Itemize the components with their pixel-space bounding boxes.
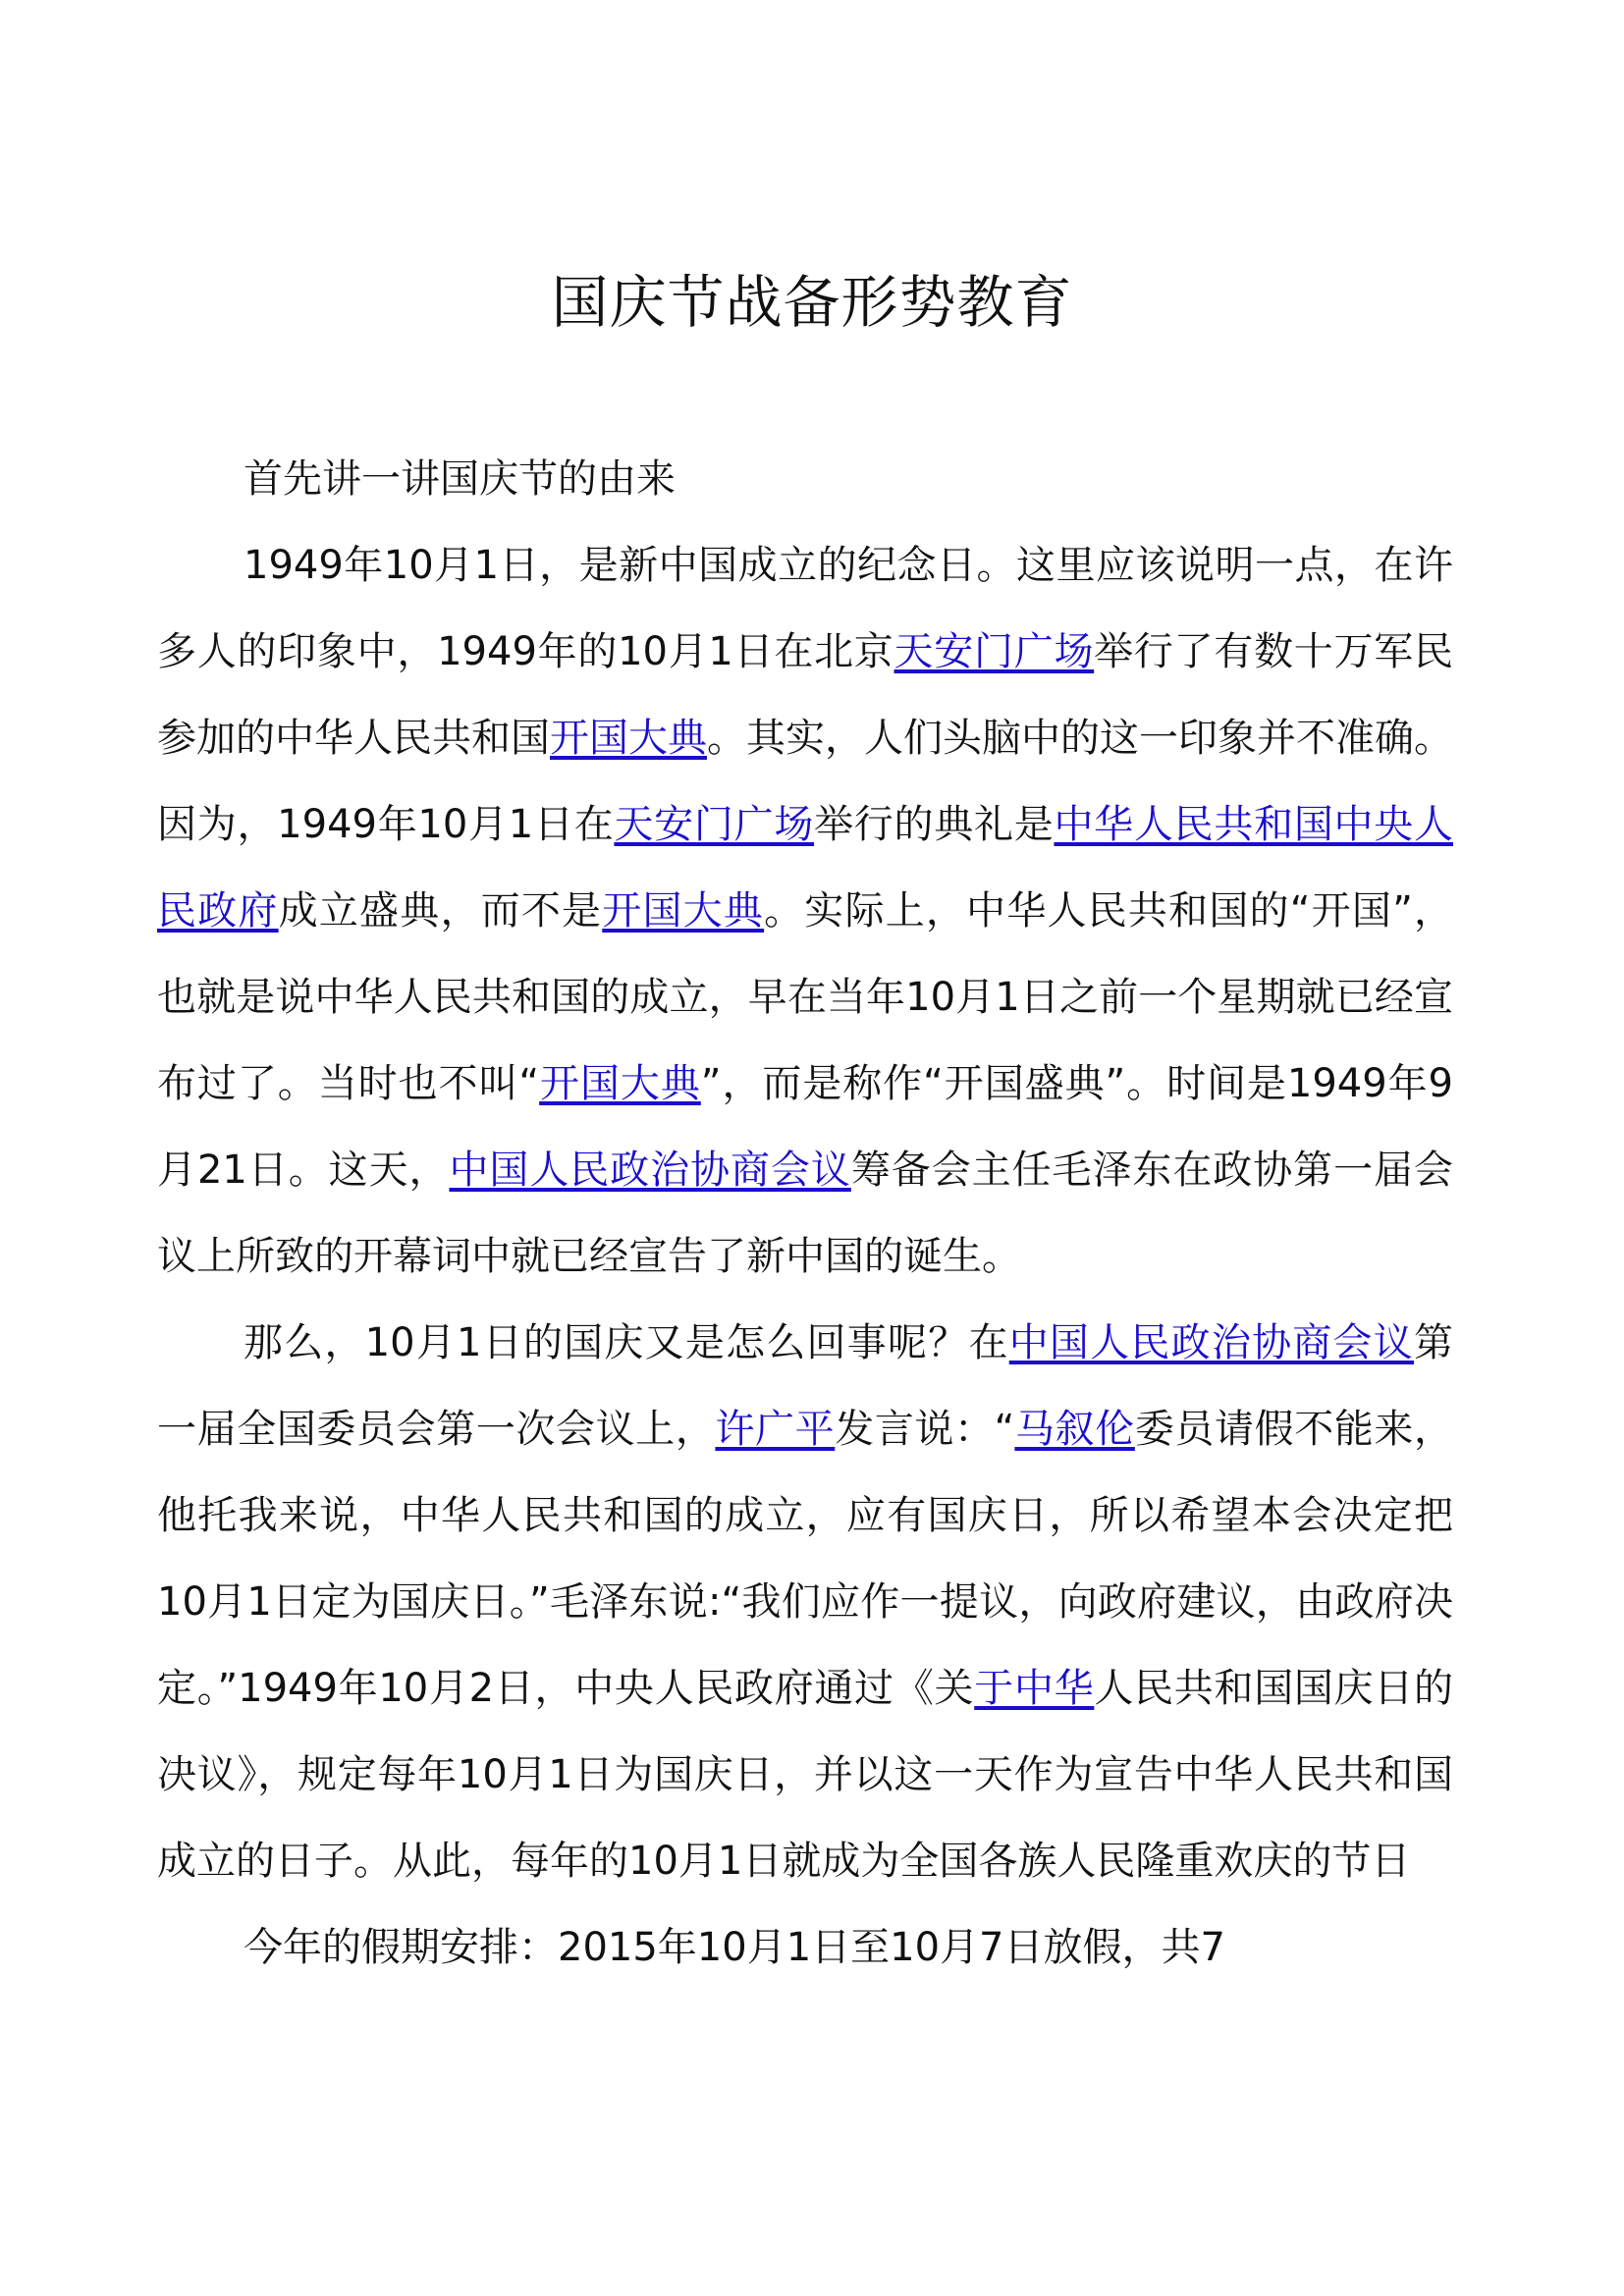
text-run: 。其实，人们头脑中的这一印象并不准确。因为，1949年10月1日在 xyxy=(157,716,1453,847)
hyperlink[interactable]: 于中华 xyxy=(974,1666,1095,1711)
text-run: 委员请假不能来，他托我来说，中华人民共和国的成立，应有国庆日，所以希望本会决定把10月1日定为国庆日。”毛泽东说:“我们应作一提议，向政府建议，由政府决定。”1949年10月2日，中央人民政府通过《关 xyxy=(157,1407,1454,1711)
text-run: 今年的假期安排：2015年10月1日至10月7日放假，共7 xyxy=(244,1925,1225,1970)
hyperlink[interactable]: 中国人民政治协商会议 xyxy=(1008,1320,1414,1365)
hyperlink[interactable]: 许广平 xyxy=(715,1407,836,1452)
text-run: 人民共和国国庆日的决议》，规定每年10月1日为国庆日，并以这一天作为宣告中华人民共和国成立的日子。从此，每年的10月1日就成为全国各族人民隆重欢庆的节日 xyxy=(157,1666,1454,1884)
hyperlink[interactable]: 开国大典 xyxy=(550,716,707,761)
hyperlink[interactable]: 马叙伦 xyxy=(1014,1407,1135,1452)
hyperlink[interactable]: 天安门广场 xyxy=(893,629,1095,674)
hyperlink[interactable]: 开国大典 xyxy=(539,1061,701,1106)
text-run: 首先讲一讲国庆节的由来 xyxy=(244,456,676,502)
hyperlink[interactable]: 中国人民政治协商会议 xyxy=(449,1148,851,1193)
text-run: 筹备会主任毛泽东在政协第一届会议上所致的开幕词中就已经宣告了新中国的诞生。 xyxy=(157,1148,1453,1279)
document-body xyxy=(157,436,1453,1991)
hyperlink[interactable]: 中华人民共和国中央人民政府 xyxy=(157,802,1454,934)
hyperlink[interactable]: 开国大典 xyxy=(602,888,765,934)
paragraph-founding-date xyxy=(157,522,1453,1300)
text-run: 举行的典礼是 xyxy=(814,802,1055,847)
hyperlink[interactable]: 天安门广场 xyxy=(614,802,815,847)
page-title: 国庆节战备形势教育 xyxy=(551,269,1073,336)
text-run: 成立盛典，而不是 xyxy=(278,888,603,934)
text-run: 发言说：“ xyxy=(835,1407,1015,1452)
text-run: 。实际上，中华人民共和国的“开国”，也就是说中华人民共和国的成立，早在当年10月1日之前一个星期就已经宣布过了。当时也不叫“ xyxy=(157,888,1454,1106)
text-run: 那么，10月1日的国庆又是怎么回事呢？在 xyxy=(244,1320,1009,1365)
text-run: 1949年10月1日，是新中国成立的纪念日。这里应该说明一点，在许多人的印象中，1949年的10月1日在北京 xyxy=(157,543,1453,674)
text-run: 第一届全国委员会第一次会议上， xyxy=(157,1320,1453,1452)
paragraph-origin-intro xyxy=(157,436,1453,522)
text-run: 举行了有数十万军民参加的中华人民共和国 xyxy=(157,629,1453,761)
text-run: ”，而是称作“开国盛典”。时间是1949年9月21日。这天， xyxy=(157,1061,1453,1193)
paragraph-holiday-schedule xyxy=(157,1904,1453,1991)
paragraph-national-day-decision xyxy=(157,1300,1453,1904)
